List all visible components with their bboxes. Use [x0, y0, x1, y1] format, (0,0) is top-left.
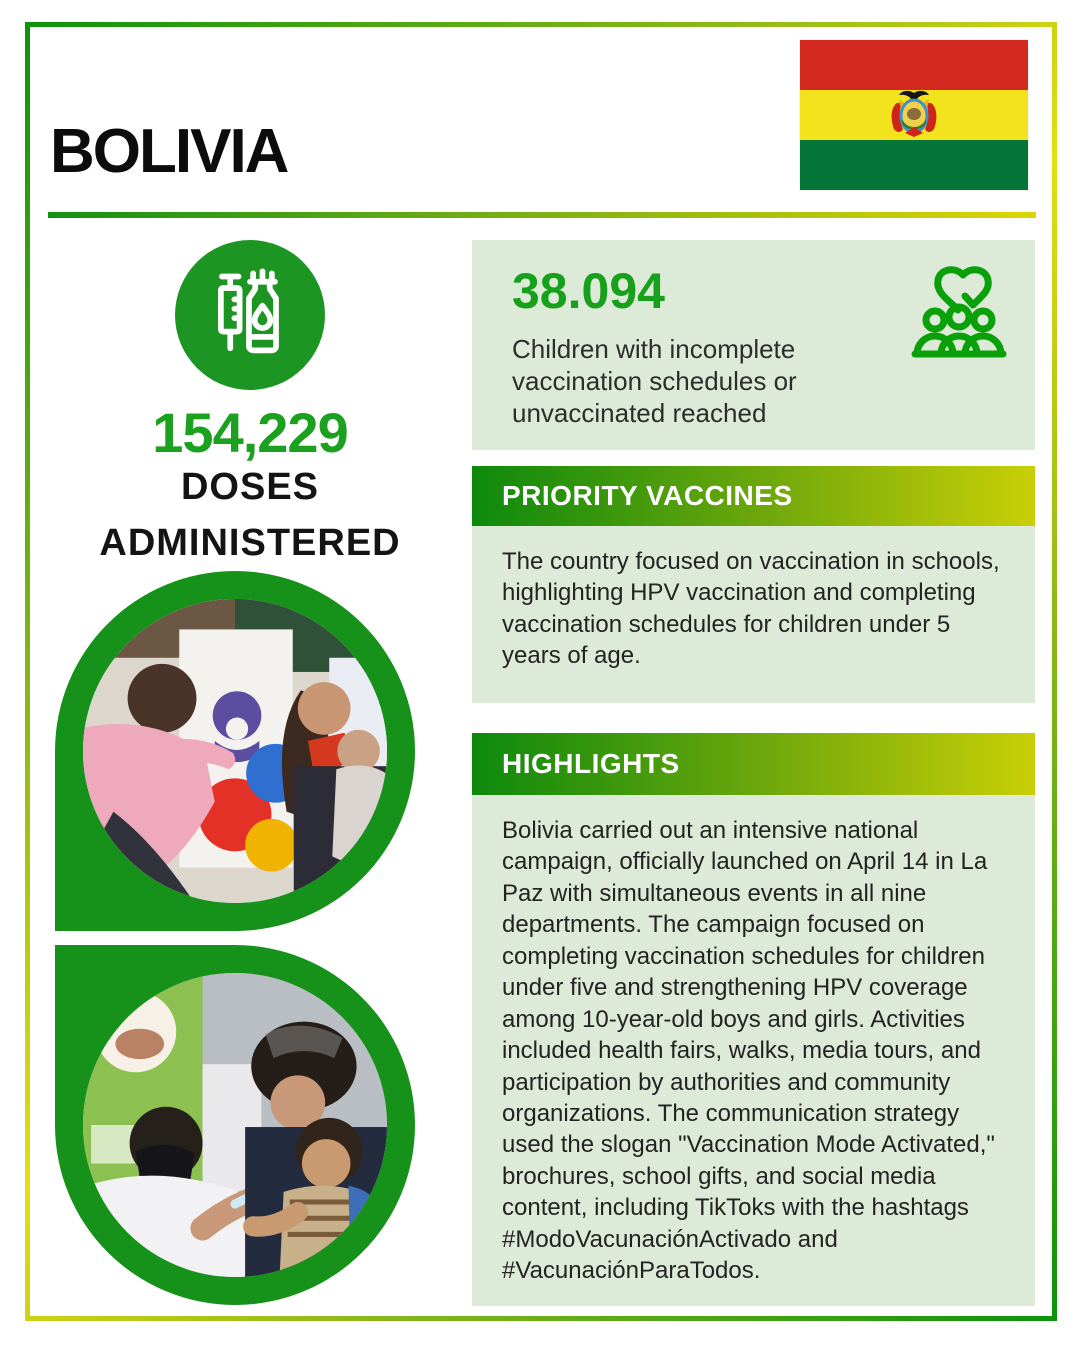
- flag-stripe-green: [800, 140, 1028, 190]
- priority-vaccines-title: PRIORITY VACCINES: [502, 480, 793, 511]
- flag-coat-of-arms-icon: [885, 89, 943, 141]
- doses-value: 154,229: [152, 401, 348, 464]
- title-divider: [48, 212, 1036, 218]
- priority-vaccines-header: [472, 466, 1035, 526]
- syringe-vial-icon: [198, 263, 302, 367]
- children-reached-value: 38.094: [512, 263, 665, 319]
- photo-frame-2: [55, 945, 415, 1305]
- doses-label-line2: ADMINISTERED: [99, 522, 401, 564]
- highlights-header: [472, 733, 1035, 795]
- flag-stripe-red: [800, 40, 1028, 90]
- photo-vaccination-event-1: [83, 599, 387, 903]
- heart-people-icon: [909, 256, 1009, 364]
- photo-2-illustration: [83, 973, 387, 1277]
- photo-1-illustration: [83, 599, 387, 903]
- photo-frame-1: [55, 571, 415, 931]
- priority-vaccines-body: The country focused on vaccination in schools, highlighting HPV vaccination and completing vaccination schedules for children under 5 years of age.: [472, 526, 1035, 703]
- photo-vaccination-event-2: [83, 973, 387, 1277]
- highlights-title: HIGHLIGHTS: [502, 748, 680, 779]
- children-reached-description: Children with incomplete vaccination schedules or unvaccinated reached: [512, 334, 797, 428]
- doses-badge: [175, 240, 325, 390]
- highlights-body: Bolivia carried out an intensive national campaign, officially launched on April 14 in La Paz with simultaneous events in all nine departments. The campaign focused on completing vaccination schedules for children under five and strengthening HPV coverage among 10-year-old boys and girls. Activities included health fairs, walks, media tours, and participation by authorities and community organizations. The communication strategy used the slogan "Vaccination Mode Activated," brochures, school gifts, and social media content, including TikToks with the hashtags #ModoVacunaciónActivado and #VacunaciónParaTodos.: [472, 795, 1035, 1306]
- bolivia-flag: [800, 40, 1028, 190]
- children-reached-card: [472, 240, 1035, 450]
- doses-label-line1: DOSES: [180, 466, 320, 508]
- page-title: BOLIVIA: [50, 117, 288, 186]
